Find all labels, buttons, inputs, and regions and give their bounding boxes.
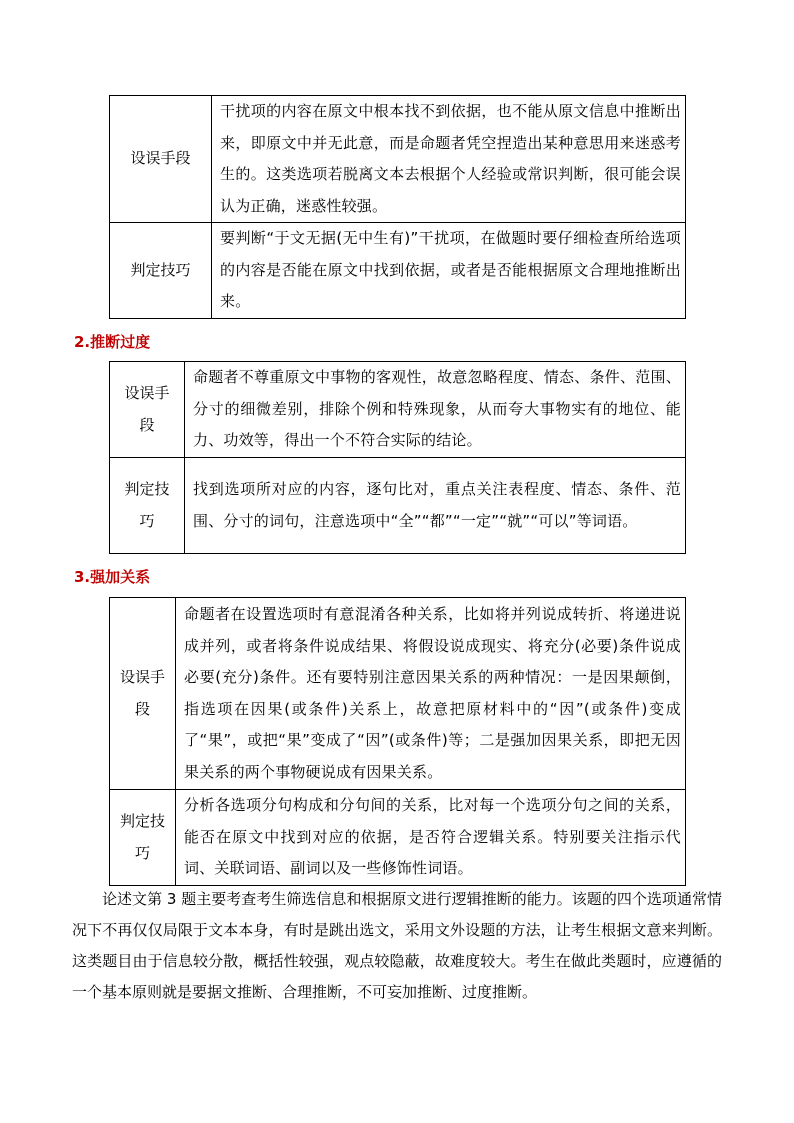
section-heading: 2.推断过度: [74, 333, 151, 351]
table-row: [110, 96, 686, 223]
row-label: 判定技巧: [110, 790, 176, 886]
closing-paragraph: 论述文第 3 题主要考查考生筛选信息和根据原文进行逻辑推断的能力。该题的四个选项通常情况下不再仅仅局限于文本本身，有时是跳出选文，采用文外设题的方法，让考生根据文意来判断。这类题目由于信息较分散，概括性较强，观点较隐蔽，故难度较大。考生在做此类题时，应遵循的一个基本原则就是要据文推断、合理推断，不可妄加推断、过度推断。: [72, 890, 722, 1001]
row-content: 找到选项所对应的内容，逐句比对，重点关注表程度、情态、条件、范围、分寸的词句，注意选项中“全”“都”“一定”“就”“可以”等词语。: [185, 458, 686, 554]
row-content: 干扰项的内容在原文中根本找不到依据，也不能从原文信息中推断出来，即原文中并无此意，而是命题者凭空捏造出某种意思用来迷惑考生的。这类选项若脱离文本去根据个人经验或常识判断，很可能会误认为正确，迷惑性较强。: [212, 96, 686, 223]
misjudgment-table-3: [109, 597, 686, 886]
row-content: 要判断“于文无据(无中生有)”干扰项，在做题时要仔细检查所给选项的内容是否能在原文中找到依据，或者是否能根据原文合理地推断出来。: [212, 223, 686, 319]
table-row: [110, 362, 686, 458]
row-content: 命题者在设置选项时有意混淆各种关系，比如将并列说成转折、将递进说成并列，或者将条件说成结果、将假设说成现实、将充分(必要)条件说成必要(充分)条件。还有要特别注意因果关系的两种情况：一是因果颠倒，指选项在因果(或条件)关系上，故意把原材料中的“因”(或条件)变成了“果”，或把“果”变成了“因”(或条件)等；二是强加因果关系，即把无因果关系的两个事物硬说成有因果关系。: [176, 598, 686, 790]
table-row: [110, 790, 686, 886]
misjudgment-table-2: [109, 361, 686, 554]
table-row: [110, 598, 686, 790]
row-label: 设误手段: [110, 598, 176, 790]
table-row: [110, 223, 686, 319]
row-content: 分析各选项分句构成和分句间的关系，比对每一个选项分句之间的关系，能否在原文中找到对应的依据，是否符合逻辑关系。特别要关注指示代词、关联词语、副词以及一些修饰性词语。: [176, 790, 686, 886]
row-content: 命题者不尊重原文中事物的客观性，故意忽略程度、情态、条件、范围、分寸的细微差别，排除个例和特殊现象，从而夸大事物实有的地位、能力、功效等，得出一个不符合实际的结论。: [185, 362, 686, 458]
row-label: 判定技巧: [110, 458, 185, 554]
section-heading: 3.强加关系: [74, 568, 151, 586]
row-label: 设误手段: [110, 362, 185, 458]
row-label: 判定技巧: [110, 223, 212, 319]
row-label: 设误手段: [110, 96, 212, 223]
misjudgment-table-1: [109, 95, 686, 319]
table-row: [110, 458, 686, 554]
